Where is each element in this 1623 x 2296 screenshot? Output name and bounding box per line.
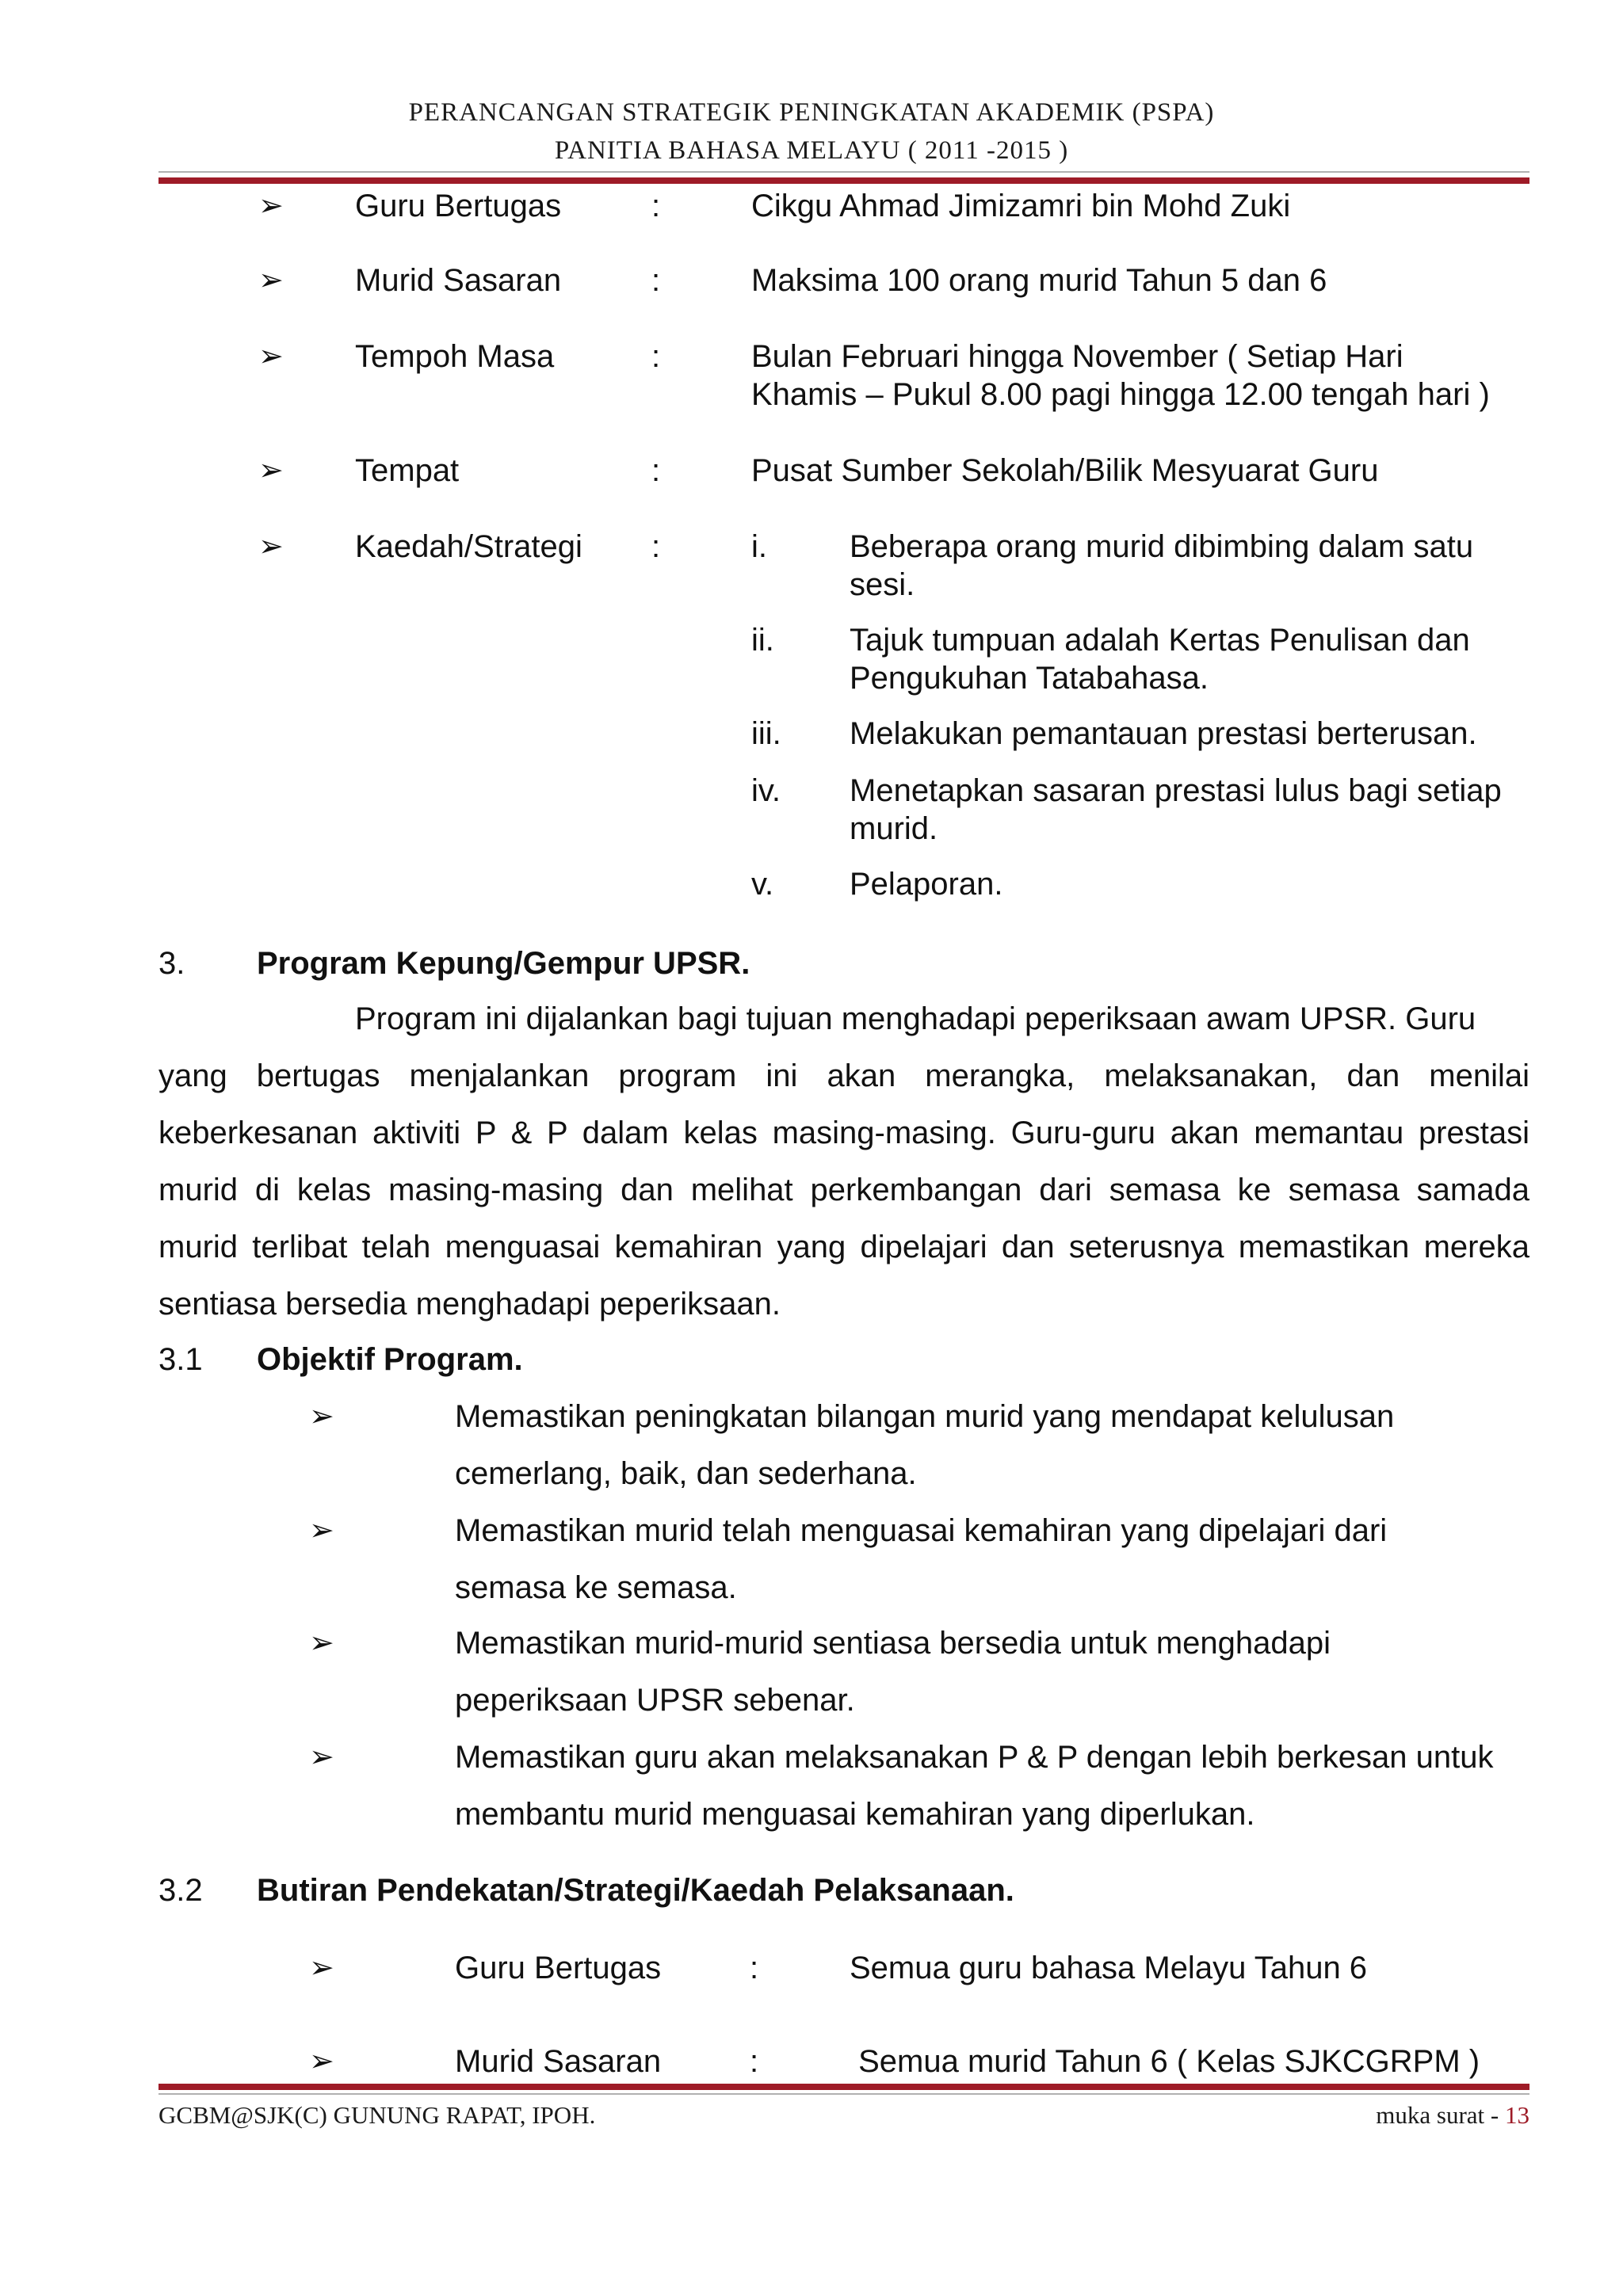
- detail-value: Semua murid Tahun 6 ( Kelas SJKCGRPM ): [850, 2044, 1480, 2079]
- list-item-text-line-2: sesi.: [850, 567, 915, 602]
- objective-text-line-2: semasa ke semasa.: [455, 1570, 737, 1605]
- section-heading: Objektif Program.: [257, 1342, 523, 1377]
- objective-text-line-2: cemerlang, baik, dan sederhana.: [455, 1456, 917, 1491]
- objective-text-line-2: membantu murid menguasai kemahiran yang diperlukan.: [455, 1797, 1255, 1832]
- detail-value-line-2: Khamis – Pukul 8.00 pagi hingga 12.00 tengah hari ): [751, 377, 1490, 412]
- arrow-bullet-icon: ➢: [309, 1741, 334, 1774]
- arrow-bullet-icon: ➢: [258, 454, 284, 487]
- detail-colon: :: [651, 189, 661, 223]
- paragraph-line: Program ini dijalankan bagi tujuan menghadapi peperiksaan awam UPSR. Guru: [355, 1001, 1476, 1036]
- list-item-number: i.: [751, 529, 767, 564]
- footer-school-name: GCBM@SJK(C) GUNUNG RAPAT, IPOH.: [158, 2101, 596, 2129]
- section-number: 3.: [158, 946, 185, 981]
- paragraph-line: sentiasa bersedia menghadapi peperiksaan.: [158, 1287, 781, 1322]
- paragraph-line: murid terlibat telah menguasai kemahiran yang dipelajari dan seterusnya memastikan mereka: [158, 1230, 1529, 1264]
- detail-value: Cikgu Ahmad Jimizamri bin Mohd Zuki: [751, 189, 1291, 223]
- arrow-bullet-icon: ➢: [309, 1400, 334, 1433]
- detail-colon: :: [750, 1951, 759, 1985]
- list-item-text-line-1: Melakukan pemantauan prestasi berterusan.: [850, 716, 1477, 751]
- arrow-bullet-icon: ➢: [309, 1627, 334, 1660]
- detail-label: Guru Bertugas: [455, 1951, 662, 1985]
- arrow-bullet-icon: ➢: [309, 1514, 334, 1547]
- list-item-text-line-2: murid.: [850, 811, 938, 846]
- detail-label: Guru Bertugas: [355, 189, 562, 223]
- paragraph-line: yang bertugas menjalankan program ini akan merangka, melaksanakan, dan menilai: [158, 1058, 1529, 1093]
- list-item-number: iii.: [751, 716, 781, 751]
- header-divider-thin: [158, 171, 1529, 173]
- arrow-bullet-icon: ➢: [258, 189, 284, 223]
- list-item-text-line-2: Pengukuhan Tatabahasa.: [850, 661, 1209, 696]
- footer-page-number: [1376, 2101, 1529, 2130]
- detail-value-line-1: Bulan Februari hingga November ( Setiap Hari: [751, 339, 1403, 374]
- footer-divider-thick: [158, 2084, 1529, 2090]
- header-divider-thick: [158, 177, 1529, 184]
- detail-value: Semua guru bahasa Melayu Tahun 6: [850, 1951, 1368, 1985]
- arrow-bullet-icon: ➢: [258, 264, 284, 297]
- arrow-bullet-icon: ➢: [309, 2045, 334, 2078]
- objective-text-line-1: Memastikan murid telah menguasai kemahiran yang dipelajari dari: [455, 1513, 1388, 1548]
- detail-colon: :: [651, 529, 661, 564]
- detail-label: Murid Sasaran: [455, 2044, 662, 2079]
- section-heading: Program Kepung/Gempur UPSR.: [257, 946, 750, 981]
- detail-label: Murid Sasaran: [355, 263, 562, 298]
- section-number: 3.2: [158, 1873, 203, 1908]
- objective-text-line-1: Memastikan peningkatan bilangan murid yang mendapat kelulusan: [455, 1399, 1395, 1434]
- footer-page-label: muka surat -: [1376, 2101, 1505, 2129]
- page-number: 13: [1505, 2101, 1529, 2129]
- header-title-line-1: PERANCANGAN STRATEGIK PENINGKATAN AKADEMIK (PSPA): [408, 98, 1215, 127]
- detail-label: Tempat: [355, 453, 460, 488]
- detail-value: Maksima 100 orang murid Tahun 5 dan 6: [751, 263, 1327, 298]
- objective-text-line-2: peperiksaan UPSR sebenar.: [455, 1683, 855, 1718]
- list-item-number: v.: [751, 867, 774, 902]
- list-item-number: iv.: [751, 773, 781, 808]
- arrow-bullet-icon: ➢: [309, 1951, 334, 1985]
- detail-colon: :: [651, 339, 661, 374]
- detail-colon: :: [651, 453, 661, 488]
- footer-divider-thin: [158, 2093, 1529, 2095]
- list-item-number: ii.: [751, 623, 774, 658]
- detail-colon: :: [651, 263, 661, 298]
- detail-label: Tempoh Masa: [355, 339, 555, 374]
- objective-text-line-1: Memastikan murid-murid sentiasa bersedia untuk menghadapi: [455, 1626, 1331, 1661]
- objective-text-line-1: Memastikan guru akan melaksanakan P & P dengan lebih berkesan untuk: [455, 1740, 1494, 1775]
- arrow-bullet-icon: ➢: [258, 530, 284, 563]
- section-heading: Butiran Pendekatan/Strategi/Kaedah Pelaksanaan.: [257, 1873, 1014, 1908]
- section-number: 3.1: [158, 1342, 203, 1377]
- detail-colon: :: [750, 2044, 759, 2079]
- list-item-text-line-1: Beberapa orang murid dibimbing dalam satu: [850, 529, 1474, 564]
- list-item-text-line-1: Tajuk tumpuan adalah Kertas Penulisan dan: [850, 623, 1470, 658]
- header-title-line-2: PANITIA BAHASA MELAYU ( 2011 -2015 ): [554, 136, 1069, 165]
- paragraph-line: keberkesanan aktiviti P & P dalam kelas masing-masing. Guru-guru akan memantau prestasi: [158, 1116, 1529, 1150]
- list-item-text-line-1: Menetapkan sasaran prestasi lulus bagi setiap: [850, 773, 1502, 808]
- detail-label: Kaedah/Strategi: [355, 529, 582, 564]
- detail-value: Pusat Sumber Sekolah/Bilik Mesyuarat Guru: [751, 453, 1379, 488]
- arrow-bullet-icon: ➢: [258, 340, 284, 373]
- list-item-text-line-1: Pelaporan.: [850, 867, 1003, 902]
- paragraph-line: murid di kelas masing-masing dan melihat perkembangan dari semasa ke semasa samada: [158, 1173, 1529, 1207]
